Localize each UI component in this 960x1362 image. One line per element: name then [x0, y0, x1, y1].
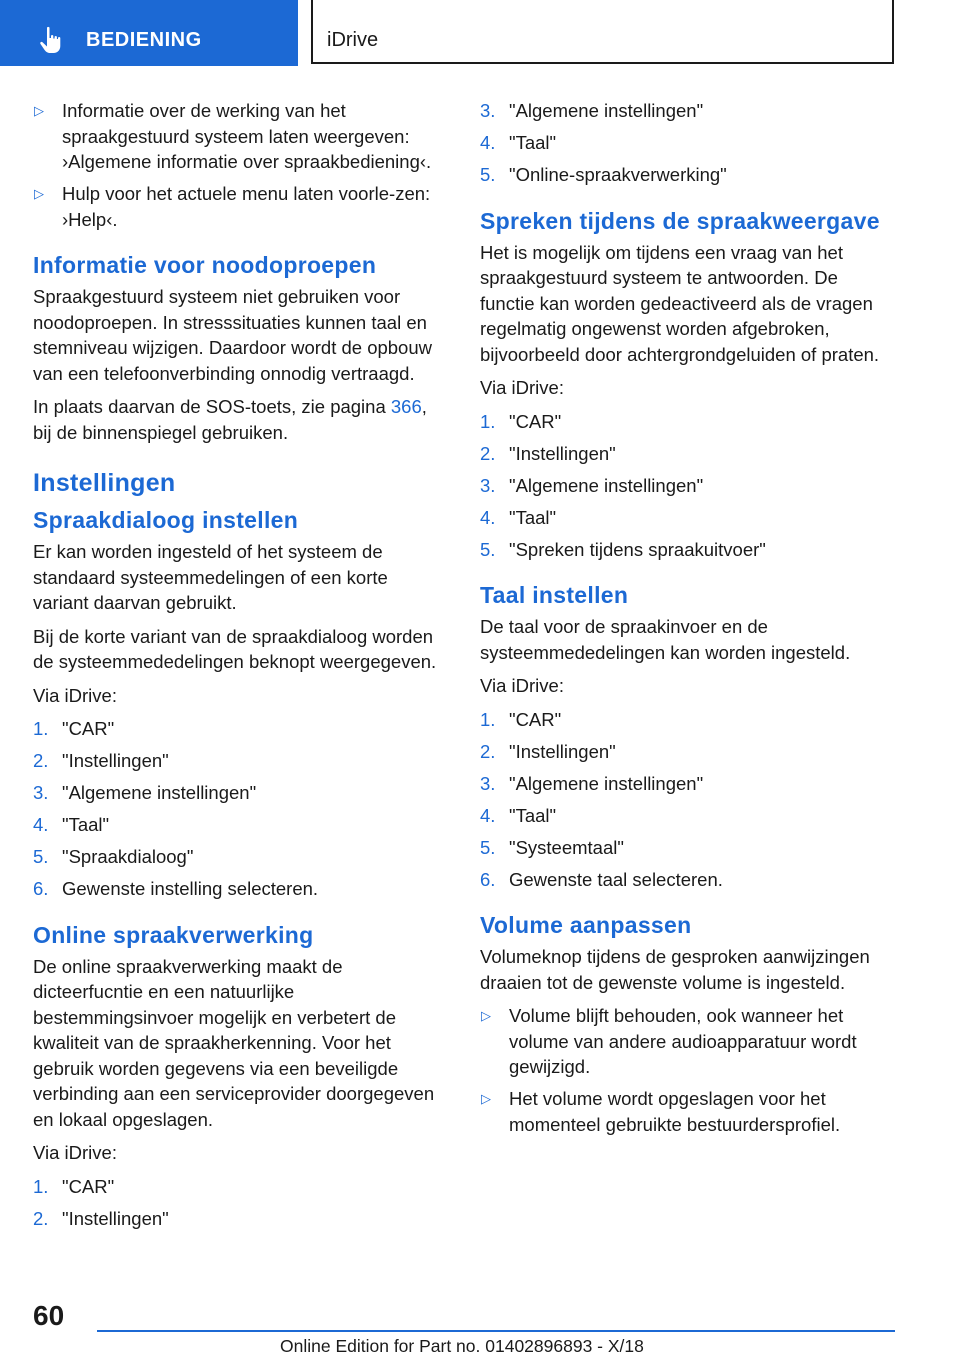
list-item: 2. "Instellingen": [33, 1207, 169, 1229]
via-idrive-label: Via iDrive:: [480, 675, 564, 696]
list-item: 4. "Taal": [480, 804, 557, 826]
paragraph: Het is mogelijk om tijdens een vraag van het spraakgestuurd systeem te antwoorden. De functie kan worden gedeactiveerd als de vragen regelmatig ongewenst worden afgebroken, bijvoorbeeld door achtergrondgeluiden of praten.: [480, 241, 880, 365]
list-item: 4. "Taal": [480, 132, 557, 153]
list-item: 1. "CAR": [33, 1175, 115, 1197]
footer-divider: [97, 1330, 895, 1332]
list-item: ▷ Het volume wordt opgeslagen voor het momenteel gebruikte bestuurdersprofiel.: [481, 1088, 841, 1135]
list-item: 2. "Instellingen": [480, 442, 616, 464]
steps-list: [480, 409, 890, 563]
via-idrive-label: Via iDrive:: [33, 684, 117, 706]
via-idrive-label: Via iDrive:: [33, 1142, 117, 1163]
heading-volume-aanpassen: Volume aanpassen: [480, 912, 692, 938]
intro-bullet-list: [33, 98, 443, 232]
list-item: 5. "Online-spraakverwerking": [480, 164, 727, 185]
steps-list: [33, 716, 443, 902]
paragraph: Er kan worden ingesteld of het systeem de standaard systeemmedelingen of een korte variant daarvan gebruikt.: [33, 541, 388, 613]
chapter-title: iDrive: [327, 29, 379, 51]
list-item: 1. "CAR": [33, 718, 115, 739]
paragraph: De taal voor de spraakinvoer en de systeemmededelingen kan worden ingesteld.: [480, 616, 851, 663]
volume-bullet-list: [480, 1003, 890, 1137]
right-column: [480, 98, 890, 1147]
steps-list: [480, 707, 890, 893]
heading-taal-instellen: Taal instellen: [480, 582, 629, 608]
left-column: [33, 98, 443, 1241]
list-item: 5. "Spreken tijdens spraakuitvoer": [480, 538, 766, 560]
list-item: 5. "Systeemtaal": [480, 836, 624, 858]
steps-list: [33, 1174, 443, 1232]
page-reference-link[interactable]: 366: [390, 396, 422, 417]
hand-pointer-icon: [36, 25, 66, 55]
paragraph: Bij de korte variant van de spraakdialoog worden de systeemmededelingen beknopt weergegeven.: [33, 625, 437, 672]
steps-list-continued: [480, 98, 890, 188]
via-idrive-label: Via iDrive:: [480, 377, 564, 398]
triangle-bullet-icon: ▷: [481, 1008, 491, 1023]
page-header: [0, 0, 960, 66]
list-item: 1. "CAR": [480, 708, 562, 730]
footer-edition-text: Online Edition for Part no. 01402896893 - X/18: [280, 1336, 644, 1356]
list-item: ▷ Hulp voor het actuele menu laten voorle-zen: ›Help‹.: [34, 183, 431, 230]
section-tab-label: BEDIENING: [86, 29, 202, 51]
list-item: 5. "Spraakdialoog": [33, 846, 194, 867]
list-item: 4. "Taal": [480, 506, 557, 528]
list-item: ▷ Informatie over de werking van het spraakgestuurd systeem laten weergeven: ›Algemene informatie over spraakbediening‹.: [34, 100, 432, 172]
triangle-bullet-icon: ▷: [34, 103, 44, 118]
heading-online-spraakverwerking: Online spraakverwerking: [33, 921, 314, 948]
list-item: 3. "Algemene instellingen": [480, 100, 704, 121]
list-item: 3. "Algemene instellingen": [33, 782, 257, 803]
list-item: 2. "Instellingen": [33, 750, 169, 771]
list-item: 4. "Taal": [33, 814, 110, 835]
section-tab: [0, 0, 298, 66]
list-item: ▷ Volume blijft behouden, ook wanneer het volume van andere audioapparatuur wordt gewijzigd.: [481, 1005, 857, 1077]
list-item: 2. "Instellingen": [480, 740, 616, 762]
paragraph: Volumeknop tijdens de gesproken aanwijzingen draaien tot de gewenste volume is ingesteld.: [480, 946, 870, 993]
triangle-bullet-icon: ▷: [34, 186, 44, 201]
chapter-box: [311, 0, 894, 64]
heading-spreken: Spreken tijdens de spraakweergave: [480, 207, 880, 234]
list-item: 6. Gewenste taal selecteren.: [480, 868, 723, 890]
list-item: 6. Gewenste instelling selecteren.: [33, 878, 319, 899]
paragraph: De online spraakverwerking maakt de dicteerfucntie en een natuurlijke bestemmingsinvoer mogelijk en verbetert de kwaliteit van de spraakherkenning. Voor het gebruik worden gegevens via een beveiligde verbinding aan een serviceprovider doorgegeven en lokaal opgeslagen.: [33, 955, 435, 1130]
heading-instellingen: Instellingen: [33, 469, 176, 497]
list-item: 3. "Algemene instellingen": [480, 474, 704, 496]
heading-noodoproepen: Informatie voor noodoproepen: [33, 252, 377, 278]
list-item: 3. "Algemene instellingen": [480, 772, 704, 794]
heading-spraakdialoog: Spraakdialoog instellen: [33, 507, 299, 533]
triangle-bullet-icon: ▷: [481, 1091, 491, 1106]
page-number: 60: [33, 1300, 65, 1331]
list-item: 1. "CAR": [480, 410, 562, 432]
paragraph: In plaats daarvan de SOS-toets, zie pagina 366, bij de binnenspiegel gebruiken.: [33, 396, 427, 443]
paragraph: Spraakgestuurd systeem niet gebruiken voor noodoproepen. In stresssituaties kunnen taal en stemniveau wijzigen. Daardoor wordt de opbouw van een telefoonverbinding onnodig vertraagd.: [33, 286, 432, 384]
